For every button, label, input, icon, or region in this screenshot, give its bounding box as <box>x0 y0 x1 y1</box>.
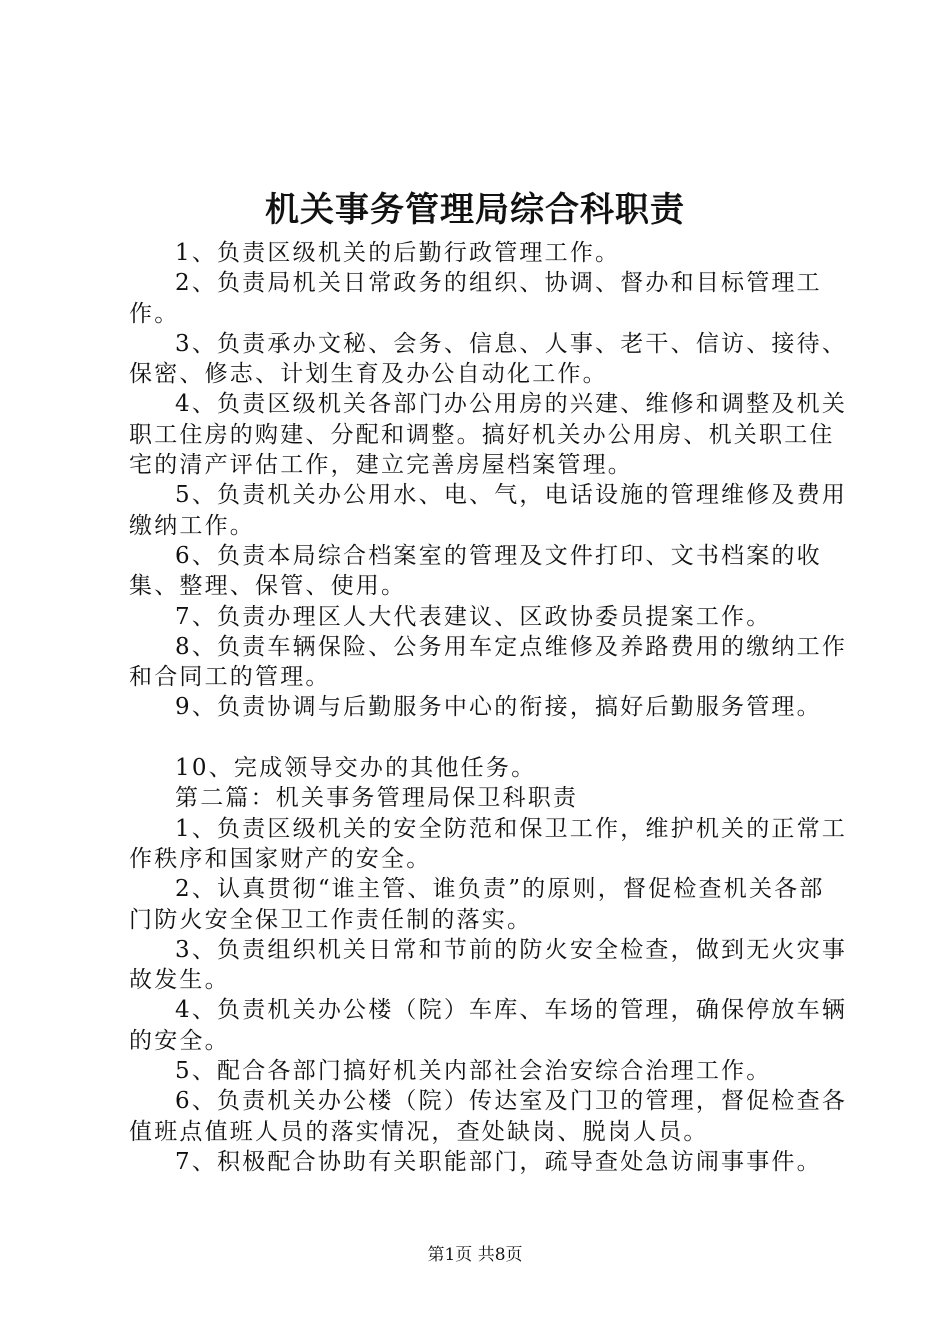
document-body <box>129 238 849 1177</box>
paragraph: 6、负责本局综合档案室的管理及文件打印、文书档案的收集、整理、保管、使用。 <box>129 542 822 600</box>
paragraph: 7、负责办理区人大代表建议、区政协委员提案工作。 <box>175 603 772 630</box>
paragraph: 3、负责组织机关日常和节前的防火安全检查，做到无火灾事故发生。 <box>129 936 848 994</box>
paragraph: 1、负责区级机关的后勤行政管理工作。 <box>175 240 621 266</box>
document-title: 机关事务管理局综合科职责 <box>265 190 685 230</box>
page-indicator: 第1页 共8页 <box>427 1245 523 1265</box>
paragraph: 2、认真贯彻“谁主管、谁负责”的原则，督促检查机关各部门防火安全保卫工作责任制的落实。 <box>129 876 825 933</box>
paragraph: 9、负责协调与后勤服务中心的衔接，搞好后勤服务管理。 <box>175 694 822 721</box>
paragraph: 1、负责区级机关的安全防范和保卫工作，维护机关的正常工作秩序和国家财产的安全。 <box>129 815 848 872</box>
section-heading: 第二篇：机关事务管理局保卫科职责 <box>175 785 579 812</box>
paragraph: 3、负责承办文秘、会务、信息、人事、老干、信访、接待、保密、修志、计划生育及办公自动化工作。 <box>129 330 848 388</box>
paragraph: 10、完成领导交办的其他任务。 <box>175 755 537 782</box>
paragraph: 4、负责区级机关各部门办公用房的兴建、维修和调整及机关职工住房的购建、分配和调整。搞好机关办公用房、机关职工住宅的清产评估工作，建立完善房屋档案管理。 <box>129 391 848 479</box>
paragraph: 8、负责车辆保险、公务用车定点维修及养路费用的缴纳工作和合同工的管理。 <box>129 633 848 691</box>
paragraph: 7、积极配合协助有关职能部门，疏导查处急访闹事事件。 <box>175 1148 822 1175</box>
paragraph: 4、负责机关办公楼（院）车库、车场的管理，确保停放车辆的安全。 <box>129 997 848 1054</box>
paragraph: 2、负责局机关日常政务的组织、协调、督办和目标管理工作。 <box>129 270 822 327</box>
paragraph: 6、负责机关办公楼（院）传达室及门卫的管理，督促检查各值班点值班人员的落实情况，查处缺岗、脱岗人员。 <box>129 1088 848 1145</box>
paragraph: 5、配合各部门搞好机关内部社会治安综合治理工作。 <box>175 1058 772 1085</box>
paragraph: 5、负责机关办公用水、电、气，电话设施的管理维修及费用缴纳工作。 <box>129 482 848 539</box>
